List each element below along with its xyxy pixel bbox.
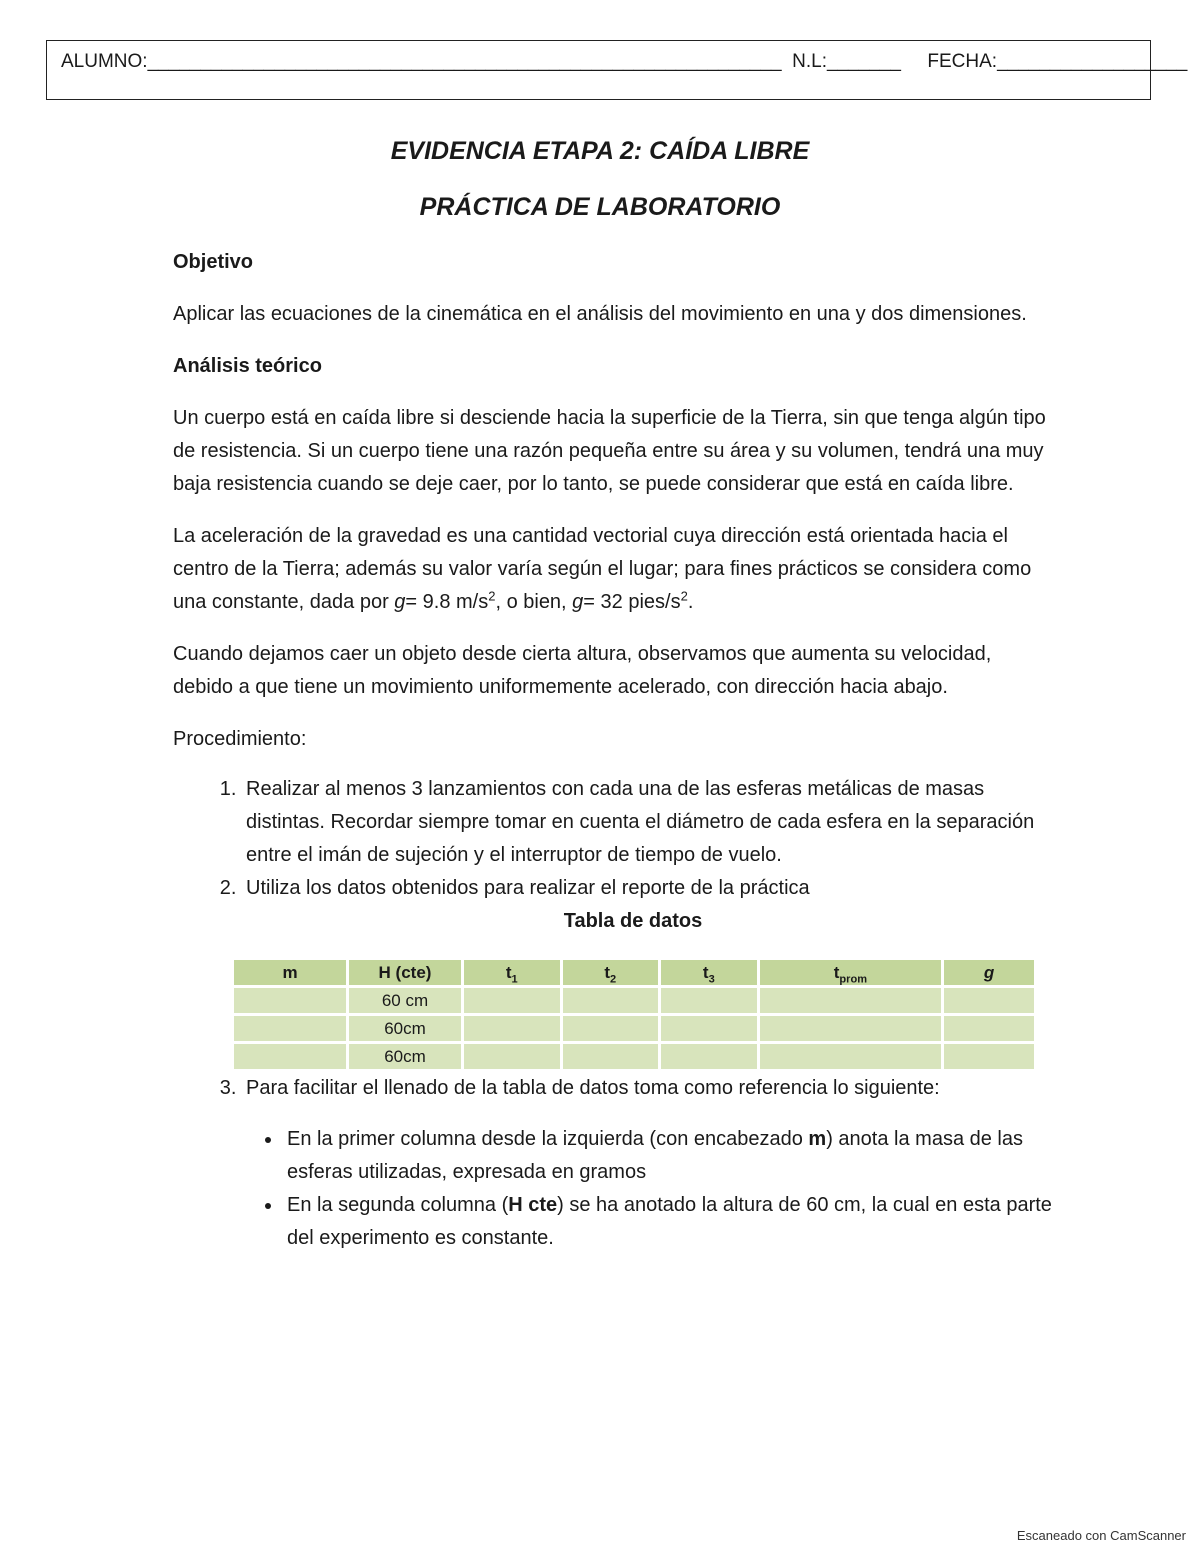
table-row — [234, 1044, 1034, 1069]
t-symbol: t — [604, 963, 611, 982]
cell-m[interactable] — [234, 1044, 346, 1069]
note-1-text-b: ) anota la masa de las esferas utilizadas, expresada en gramos — [287, 1128, 1023, 1183]
col-header-tprom — [760, 960, 942, 985]
col-header-h: H (cte) — [349, 960, 461, 985]
cell-t2[interactable] — [563, 1016, 659, 1041]
note-2-text-b: ) se ha anotado la altura de 60 cm, la cual en esta parte del experimento es constante. — [287, 1194, 1052, 1249]
document-body — [173, 246, 1053, 1255]
note-item-1 — [283, 1123, 1053, 1189]
cell-tprom[interactable] — [760, 988, 942, 1013]
cell-t2[interactable] — [563, 1044, 659, 1069]
note-item-2 — [283, 1189, 1053, 1255]
cell-g[interactable] — [944, 1016, 1034, 1041]
procedure-step-3: 3. Para facilitar el llenado de la tabla de datos toma como referencia lo siguiente: — [242, 1072, 1053, 1105]
analisis-paragraph-2 — [173, 520, 1053, 619]
t-symbol: t — [833, 963, 840, 982]
t-subscript: 3 — [708, 973, 715, 986]
data-table — [231, 957, 1037, 1072]
col-header-t3 — [661, 960, 757, 985]
student-info-box — [46, 40, 1188, 100]
cell-g[interactable] — [944, 988, 1034, 1013]
analisis-paragraph-1: Un cuerpo está en caída libre si desciende hacia la superficie de la Tierra, sin que tenga algún tipo de resistencia. Si un cuerpo tiene una razón pequeña entre su área y su volumen, tendrá una muy baja resistencia cuando se deje caer, por lo tanto, se puede considerar que está en caída libre. — [173, 407, 1046, 495]
gravity-value-imperial: = 32 pies/s — [583, 591, 681, 613]
cell-t3[interactable] — [661, 988, 757, 1013]
col-header-g — [944, 960, 1034, 985]
cell-t3[interactable] — [661, 1044, 757, 1069]
fecha-field: FECHA:__________________ — [927, 51, 1188, 72]
procedure-steps — [173, 773, 1053, 905]
student-info-line — [61, 51, 1188, 73]
p2-text-end: . — [687, 591, 694, 613]
cell-m[interactable] — [234, 1016, 346, 1041]
objetivo-text: Aplicar las ecuaciones de la cinemática en el análisis del movimiento en una y dos dimensiones. — [173, 303, 1027, 325]
p2-text-a: La aceleración de la gravedad es una cantidad vectorial cuya dirección está orientada hacia el centro de la Tierra; además su valor varía según el lugar; para fines prácticos se considera como una constante, dada por — [173, 525, 1032, 613]
alumno-field: ALUMNO:____________________________________________________________ — [61, 51, 782, 72]
cell-h: 60cm — [349, 1044, 461, 1069]
table-header-row — [234, 960, 1034, 985]
cell-h: 60 cm — [349, 988, 461, 1013]
cell-t1[interactable] — [464, 1044, 560, 1069]
procedure-step-2: 2. Utiliza los datos obtenidos para realizar el reporte de la práctica — [242, 872, 1053, 905]
exponent: 2 — [488, 588, 496, 604]
exponent: 2 — [680, 588, 688, 604]
cell-h: 60cm — [349, 1016, 461, 1041]
table-caption: Tabla de datos — [563, 910, 703, 932]
cell-t1[interactable] — [464, 988, 560, 1013]
table-row — [234, 1016, 1034, 1041]
scanner-watermark: Escaneado con CamScanner — [1016, 1528, 1186, 1543]
t-symbol: t — [702, 963, 709, 982]
cell-tprom[interactable] — [760, 1016, 942, 1041]
nl-field: N.L:_______ — [792, 51, 901, 72]
cell-tprom[interactable] — [760, 1044, 942, 1069]
t-subscript: prom — [839, 973, 868, 986]
procedimiento-heading: Procedimiento: — [173, 728, 307, 750]
note-1-bold: m — [808, 1128, 827, 1150]
document-title: EVIDENCIA ETAPA 2: CAÍDA LIBRE — [390, 137, 810, 165]
col-header-t1 — [464, 960, 560, 985]
col-header-t2 — [563, 960, 659, 985]
note-2-bold: H cte — [508, 1194, 558, 1216]
cell-t1[interactable] — [464, 1016, 560, 1041]
objetivo-heading: Objetivo — [173, 251, 254, 273]
cell-t2[interactable] — [563, 988, 659, 1013]
gravity-symbol: g — [394, 591, 406, 613]
cell-m[interactable] — [234, 988, 346, 1013]
col-header-m: m — [234, 960, 346, 985]
analisis-heading: Análisis teórico — [173, 355, 322, 377]
reference-notes — [173, 1123, 1053, 1255]
p2-text-mid: , o bien, — [495, 591, 573, 613]
note-2-text-a: En la segunda columna ( — [287, 1194, 509, 1216]
table-row — [234, 988, 1034, 1013]
gravity-value-metric: = 9.8 m/s — [405, 591, 489, 613]
cell-t3[interactable] — [661, 1016, 757, 1041]
procedure-steps-continued — [173, 1072, 1053, 1105]
procedure-step-1: 1. Realizar al menos 3 lanzamientos con cada una de las esferas metálicas de masas distintas. Recordar siempre tomar en cuenta el diámetro de cada esfera en la separación entre el imán de sujeción y el interruptor de tiempo de vuelo. — [242, 773, 1053, 872]
note-1-text-a: En la primer columna desde la izquierda (con encabezado — [287, 1128, 809, 1150]
cell-g[interactable] — [944, 1044, 1034, 1069]
gravity-symbol: g — [572, 591, 584, 613]
document-subtitle: PRÁCTICA DE LABORATORIO — [419, 193, 781, 221]
t-symbol: t — [505, 963, 512, 982]
t-subscript: 2 — [610, 973, 617, 986]
analisis-paragraph-3: Cuando dejamos caer un objeto desde cierta altura, observamos que aumenta su velocidad, debido a que tiene un movimiento uniformemente acelerado, con dirección hacia abajo. — [173, 643, 992, 698]
g-symbol: g — [983, 963, 995, 982]
t-subscript: 1 — [511, 973, 518, 986]
